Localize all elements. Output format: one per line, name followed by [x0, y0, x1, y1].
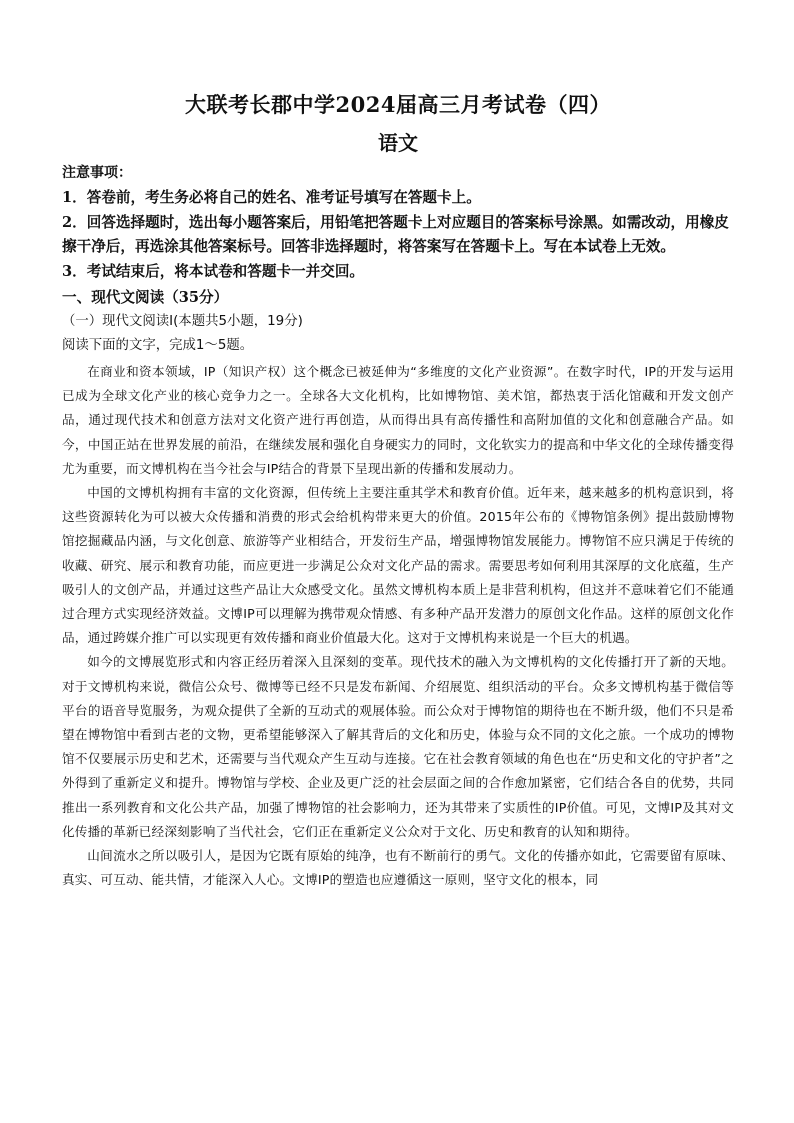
notes-block: [62, 162, 734, 284]
note-item-1: 1．答卷前，考生务必将自己的姓名、准考证号填写在答题卡上。: [62, 189, 481, 206]
passage-paragraph: 中国的文博机构拥有丰富的文化资源，但传统上主要注重其学术和教育价值。近年来，越来越多的机构意识到，将这些资源转化为可以被大众传播和消费的形式会给机构带来更大的价值。2015年公布的《博物馆条例》提出鼓励博物馆挖掘藏品内涵，与文化创意、旅游等产业相结合，开发衍生产品，增强博物馆发展能力。博物馆不应只满足于传统的收藏、研究、展示和教育功能，而应更进一步满足公众对文化产品的需求。需要思考如何利用其深厚的文化底蕴，生产吸引人的文创产品，并通过这些产品让大众感受文化。虽然文博机构本质上是非营利机构，但这并不意味着它们不能通过合理方式实现经济效益。文博IP可以理解为携带观众情感、有多种产品开发潜力的原创文化作品。这样的原创文化作品，通过跨媒介推广可以实现更有效传播和商业价值最大化。这对于文博机构来说是一个巨大的机遇。: [62, 485, 734, 646]
reading-passage: [62, 360, 734, 892]
exam-page: [62, 90, 734, 892]
subject-title: 语文: [378, 131, 418, 155]
exam-title: 大联考长郡中学2024届高三月考试卷（四）: [185, 92, 611, 117]
note-item-2: 2．回答选择题时，选出每小题答案后，用铅笔把答题卡上对应题目的答案标号涂黑。如需改动，用橡皮擦干净后，再选涂其他答案标号。回答非选择题时，将答案写在答题卡上。写在本试卷上无效。: [62, 213, 729, 255]
passage-paragraph: 山间流水之所以吸引人，是因为它既有原始的纯净，也有不断前行的勇气。文化的传播亦如此，它需要留有原味、真实、可互动、能共情，才能深入人心。文博IP的塑造也应遵循这一原则，坚守文化的根本，同: [62, 848, 734, 888]
notes-heading: 注意事项：: [62, 165, 132, 181]
subsection-heading: （一）现代文阅读Ⅰ(本题共5小题，19分): [62, 314, 303, 329]
section-heading: 一、现代文阅读（35分）: [62, 289, 229, 306]
passage-paragraph: 在商业和资本领域，IP（知识产权）这个概念已被延伸为“多维度的文化产业资源”。在数字时代，IP的开发与运用已成为全球文化产业的核心竞争力之一。全球各大文化机构，比如博物馆、美术馆，都热衷于活化馆藏和开发文创产品，通过现代技术和创意方法对文化资产进行再创造，从而得出具有高传播性和高附加值的文化和创意融合产品。如今，中国正站在世界发展的前沿，在继续发展和强化自身硬实力的同时，文化软实力的提高和中华文化的全球传播变得尤为重要，而文博机构在当今社会与IP结合的背景下呈现出新的传播和发展动力。: [62, 364, 734, 476]
passage-paragraph: 如今的文博展览形式和内容正经历着深入且深刻的变革。现代技术的融入为文博机构的文化传播打开了新的天地。对于文博机构来说，微信公众号、微博等已经不只是发布新闻、介绍展览、组织活动的平台。众多文博机构基于微信等平台的语音导览服务，为观众提供了全新的互动式的观展体验。而公众对于博物馆的期待也在不断升级，他们不只是希望在博物馆中看到古老的文物，更希望能够深入了解其背后的文化和历史，体验与众不同的文化之旅。一个成功的博物馆不仅要展示历史和艺术，还需要与当代观众产生互动与连接。它在社会教育领域的角色也在“历史和文化的守护者”之外得到了重新定义和提升。博物馆与学校、企业及更广泛的社会层面之间的合作愈加紧密，它们结合各自的优势，共同推出一系列教育和文化公共产品，加强了博物馆的社会影响力，还为其带来了实质性的IP价值。可见，文博IP及其对文化传播的革新已经深刻影响了当代社会，它们正在重新定义公众对于文化、历史和教育的认知和期待。: [62, 654, 734, 839]
reading-instruction: 阅读下面的文字，完成1～5题。: [62, 338, 254, 353]
note-item-3: 3．考试结束后，将本试卷和答题卡一并交回。: [62, 262, 365, 280]
